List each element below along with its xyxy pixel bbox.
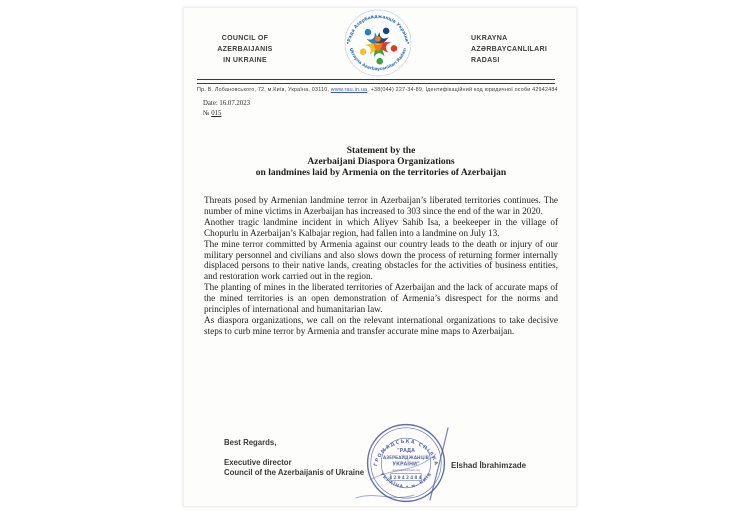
org-name-line: IN UKRAINE	[223, 57, 267, 64]
seal-text-small: ідентифікаційний код	[392, 469, 420, 472]
seal-text-line: УКРАЇНИ"	[392, 462, 420, 468]
signature-position: Executive director	[224, 458, 292, 467]
statement-paragraph: As diaspora organizations, we call on the relevant international organizations to take decisive steps to curb mine terror by Armenia and transfer accurate mine maps to Azerbaijan.	[204, 314, 558, 336]
website-link: www.rau.in.ua	[330, 87, 368, 93]
official-seal-icon	[366, 423, 446, 503]
statement-paragraph: The planting of mines in the liberated territories of Azerbaijan and the lack of accurate maps of the mined territories is an open demonstration of Armenia’s disrespect for the norms and principles of international and humanitarian law.	[204, 282, 558, 315]
seal-text-line: "РАДА	[397, 448, 415, 454]
org-name-azerbaijani	[471, 33, 571, 66]
contact-line	[197, 87, 559, 93]
org-name-english	[204, 33, 286, 66]
signature-organization: Council of the Azerbaijanis of Ukraine	[224, 468, 365, 477]
council-logo-icon	[344, 9, 412, 77]
org-name-line: AZƏRBAYCANLILARI	[471, 46, 548, 53]
org-name-line: RADASI	[471, 57, 500, 64]
title-line: Statement by the	[346, 146, 416, 156]
seal-ring-text-bottom: УКРАЇНА • м. КИЇВ	[378, 471, 434, 491]
address-text: Пр. В. Лобановського, 72, м.Київ, Україна, 03110,	[197, 87, 331, 93]
seal-ring-text-top: ГРОМАДСЬКА СПІЛКА	[373, 439, 439, 467]
letter-meta	[203, 99, 250, 118]
signature-role-block	[224, 458, 364, 478]
statement-paragraph: Threats posed by Armenian landmine terror in Azerbaijan’s liberated territories continues. The number of mine victims in Azerbaijan has increased to 303 since the end of the war in 2020.	[204, 195, 558, 216]
contact-rest-text: , +38(044) 227-34-89, Ідентифікаційний код юридичної особи 42942484	[367, 87, 558, 93]
statement-paragraph: Another tragic landmine incident in which Aliyev Sahib Isa, a beekeeper in the village of Chopurlu in Azerbaijan’s Kalbajar region, had fallen into a landmine on July 13.	[204, 216, 558, 238]
org-name-line: AZERBAIJANIS	[217, 46, 273, 53]
seal-id-number: 42942484	[389, 476, 423, 481]
org-name-line: COUNCIL OF	[221, 35, 269, 42]
org-name-line: UKRAYNA	[471, 35, 508, 42]
statement-title	[204, 146, 558, 179]
letter-number-value: 015	[211, 109, 222, 117]
letter-number: № 015	[203, 109, 222, 117]
document-page	[183, 7, 577, 507]
title-line: Azerbaijani Diaspora Organizations	[307, 157, 455, 167]
letter-date: Date: 16.07.2023	[203, 100, 251, 107]
logo-dot-right	[407, 42, 409, 44]
seal-text-line: АЗЕРБАЙДЖАНЦІВ	[383, 455, 429, 460]
title-line: on landmines laid by Armenia on the territories of Azerbaijan	[255, 168, 507, 178]
logo-ring-text-bottom: Ukrayna Azərbaycanlıları Radası	[348, 47, 408, 72]
header-divider	[197, 79, 555, 84]
statement-paragraph: The mine terror committed by Armenia against our country leads to the death or injury of our military personnel and civilians and also slows down the process of returning former internally displaced persons to their native lands, creating obstacles for the activities of business entities, and restoration work carried out in the region.	[204, 238, 558, 282]
statement-body	[204, 195, 558, 337]
logo-dot-left	[347, 42, 349, 44]
signature-name: Elshad İbrahimzade	[451, 461, 527, 470]
logo-ring-text-top: Рада Азербайджанців України	[347, 14, 409, 43]
signature-regards: Best Regards,	[224, 438, 277, 447]
